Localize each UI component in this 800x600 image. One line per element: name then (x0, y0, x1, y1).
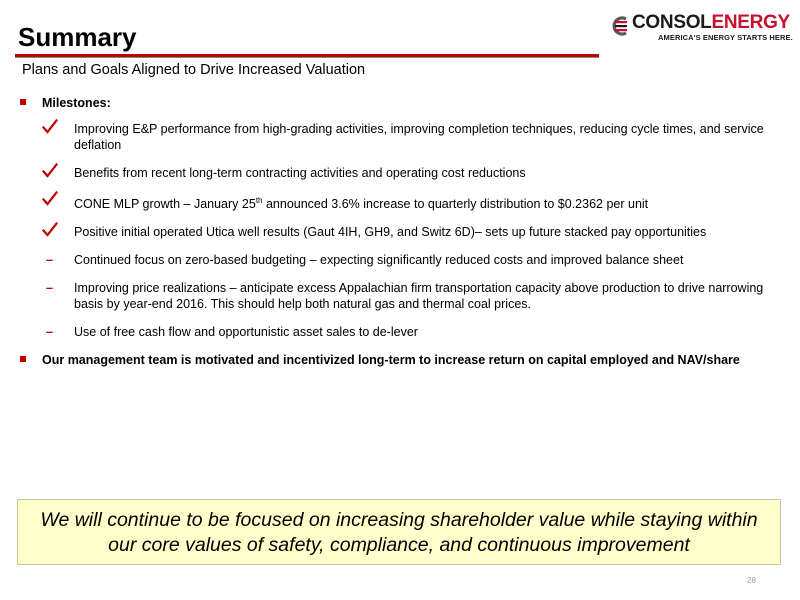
logo-mark-icon (610, 16, 630, 36)
milestone-text-before: CONE MLP growth – January 25 (74, 197, 256, 212)
title-underline-shadow (15, 57, 599, 58)
page-number: 28 (747, 576, 756, 585)
milestone-text: Improving E&P performance from high-grading activities, improving completion techniques, reducing cycle times, and service deflation (74, 122, 764, 152)
milestone-text: Use of free cash flow and opportunistic asset sales to de-lever (74, 325, 418, 340)
milestone-text: Improving price realizations – anticipate excess Appalachian firm transportation capacity above production to drive narrowing basis by year-end 2016. This should help both natural gas and thermal coal prices. (74, 281, 764, 312)
consol-energy-logo (610, 12, 793, 46)
management-bullet (18, 352, 778, 368)
square-bullet-icon (20, 356, 26, 362)
milestones-heading: Milestones: (42, 96, 111, 110)
logo-name (632, 12, 790, 34)
milestone-item-3 (18, 193, 778, 212)
milestone-item-5 (18, 252, 778, 268)
dash-bullet-icon: – (46, 281, 53, 296)
milestone-text: Benefits from recent long-term contracting activities and operating cost reductions (74, 166, 526, 180)
dash-bullet-icon: – (46, 253, 53, 268)
logo-name-energy: ENERGY (711, 12, 790, 33)
milestone-item-7 (18, 324, 778, 340)
management-text: Our management team is motivated and incentivized long-term to increase return on capital employed and NAV/share (42, 353, 740, 368)
milestones-bullet (18, 95, 778, 111)
milestone-text-after: announced 3.6% increase to quarterly distribution to $0.2362 per unit (262, 197, 649, 212)
callout-line-2: our core values of safety, compliance, and continuous improvement (108, 534, 690, 556)
page-title: Summary (18, 22, 137, 52)
check-icon (42, 119, 58, 135)
logo-name-consol: CONSOL (632, 12, 712, 33)
page-subtitle: Plans and Goals Aligned to Drive Increased Valuation (22, 62, 366, 78)
check-icon (42, 163, 58, 179)
check-icon (42, 191, 58, 207)
milestone-text: Positive initial operated Utica well results (Gaut 4IH, GH9, and Switz 6D)– sets up future stacked pay opportunities (74, 225, 707, 240)
check-icon (42, 222, 58, 238)
callout-text (18, 508, 780, 558)
milestone-item-2 (18, 165, 778, 181)
summary-content (18, 95, 778, 368)
square-bullet-icon (20, 99, 26, 105)
milestone-item-4 (18, 224, 778, 240)
callout-line-1: We will continue to be focused on increasing shareholder value while staying within (40, 509, 758, 531)
callout-box (17, 499, 781, 565)
milestone-item-1 (18, 121, 778, 153)
logo-tagline: AMERICA'S ENERGY STARTS HERE. (658, 33, 793, 42)
milestone-text: Continued focus on zero-based budgeting – expecting significantly reduced costs and improved balance sheet (74, 253, 684, 268)
dash-bullet-icon: – (46, 325, 53, 340)
milestone-item-6 (18, 280, 778, 312)
milestone-superscript: th (255, 196, 263, 205)
